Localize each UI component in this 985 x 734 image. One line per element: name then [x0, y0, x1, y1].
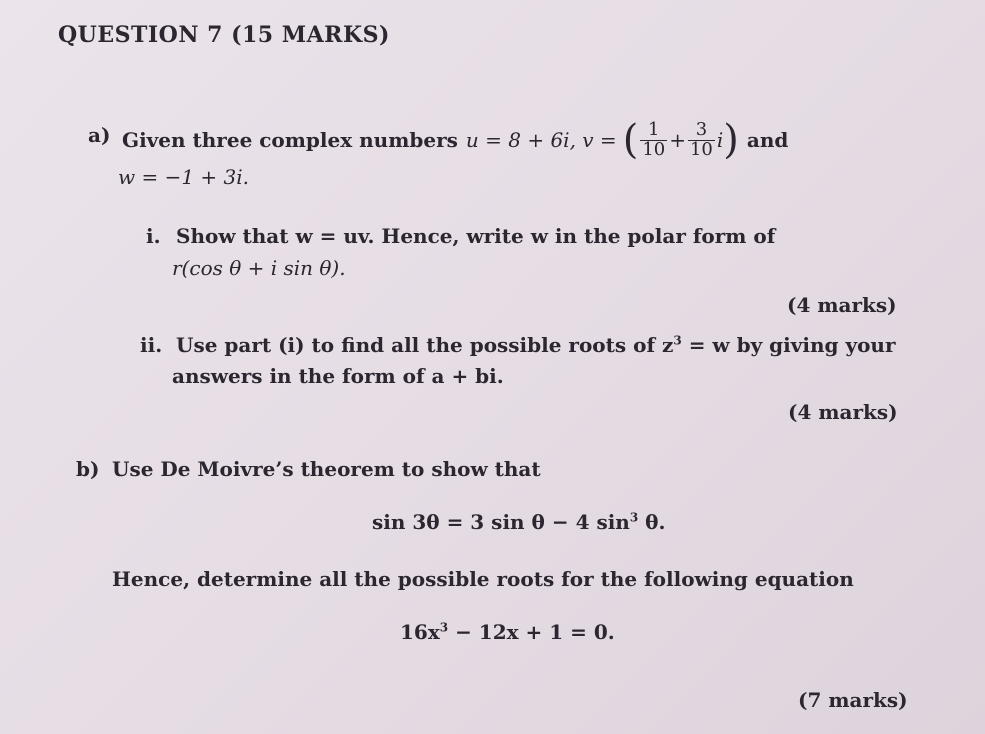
identity-pre: sin 3θ = 3 sin θ − 4 sin	[372, 510, 630, 534]
part-a-i-text-line2: r(cos θ + i sin θ).	[172, 256, 346, 280]
part-a-i-marks: (4 marks)	[787, 293, 897, 317]
question-title: QUESTION 7 (15 MARKS)	[58, 22, 390, 48]
fraction-denominator: 10	[689, 138, 713, 160]
imaginary-unit: i	[716, 128, 724, 152]
exponent: 3	[673, 333, 682, 348]
part-a-ii-label: ii.	[140, 333, 163, 357]
part-a-i-label: i.	[146, 224, 161, 248]
left-paren: (	[622, 117, 639, 163]
plus-sign: +	[669, 128, 686, 152]
part-a-ii-text-line1	[176, 333, 896, 357]
part-a-ii-line1-pre: Use part (i) to find all the possible roots of z	[176, 333, 674, 357]
part-a-u-expression: u = 8 + 6i, v =	[465, 128, 617, 152]
fraction-numerator: 1	[648, 118, 660, 140]
part-b-text-line1: Use De Moivre’s theorem to show that	[112, 457, 541, 481]
exponent: 3	[439, 620, 449, 635]
fraction-one-tenth	[640, 118, 667, 160]
and-text: and	[746, 128, 789, 152]
fraction-numerator: 3	[695, 118, 708, 140]
fraction-denominator: 10	[642, 138, 666, 160]
equation-pre: 16x	[400, 620, 440, 644]
part-b-identity	[372, 510, 665, 534]
part-b-marks: (7 marks)	[798, 688, 908, 712]
part-a-ii-text-line2: answers in the form of a + bi.	[172, 364, 504, 388]
fraction-three-tenths	[688, 118, 715, 160]
part-a-line1	[122, 110, 788, 170]
part-a-ii-marks: (4 marks)	[788, 400, 898, 424]
identity-post: θ.	[638, 510, 666, 534]
part-b-text-line2: Hence, determine all the possible roots for the following equation	[112, 567, 854, 591]
part-a-label: a)	[88, 123, 111, 147]
part-a-intro: Given three complex numbers	[122, 128, 458, 152]
part-b-label: b)	[76, 457, 100, 481]
right-paren: )	[723, 117, 739, 163]
part-b-equation	[400, 620, 615, 644]
part-a-i-text-line1: Show that w = uv. Hence, write w in the polar form of	[176, 224, 776, 248]
exponent: 3	[629, 510, 639, 525]
equation-post: − 12x + 1 = 0.	[448, 620, 615, 644]
part-a-ii-line1-post: = w by giving your	[681, 333, 896, 357]
part-a-w-expression: w = −1 + 3i.	[118, 165, 250, 189]
